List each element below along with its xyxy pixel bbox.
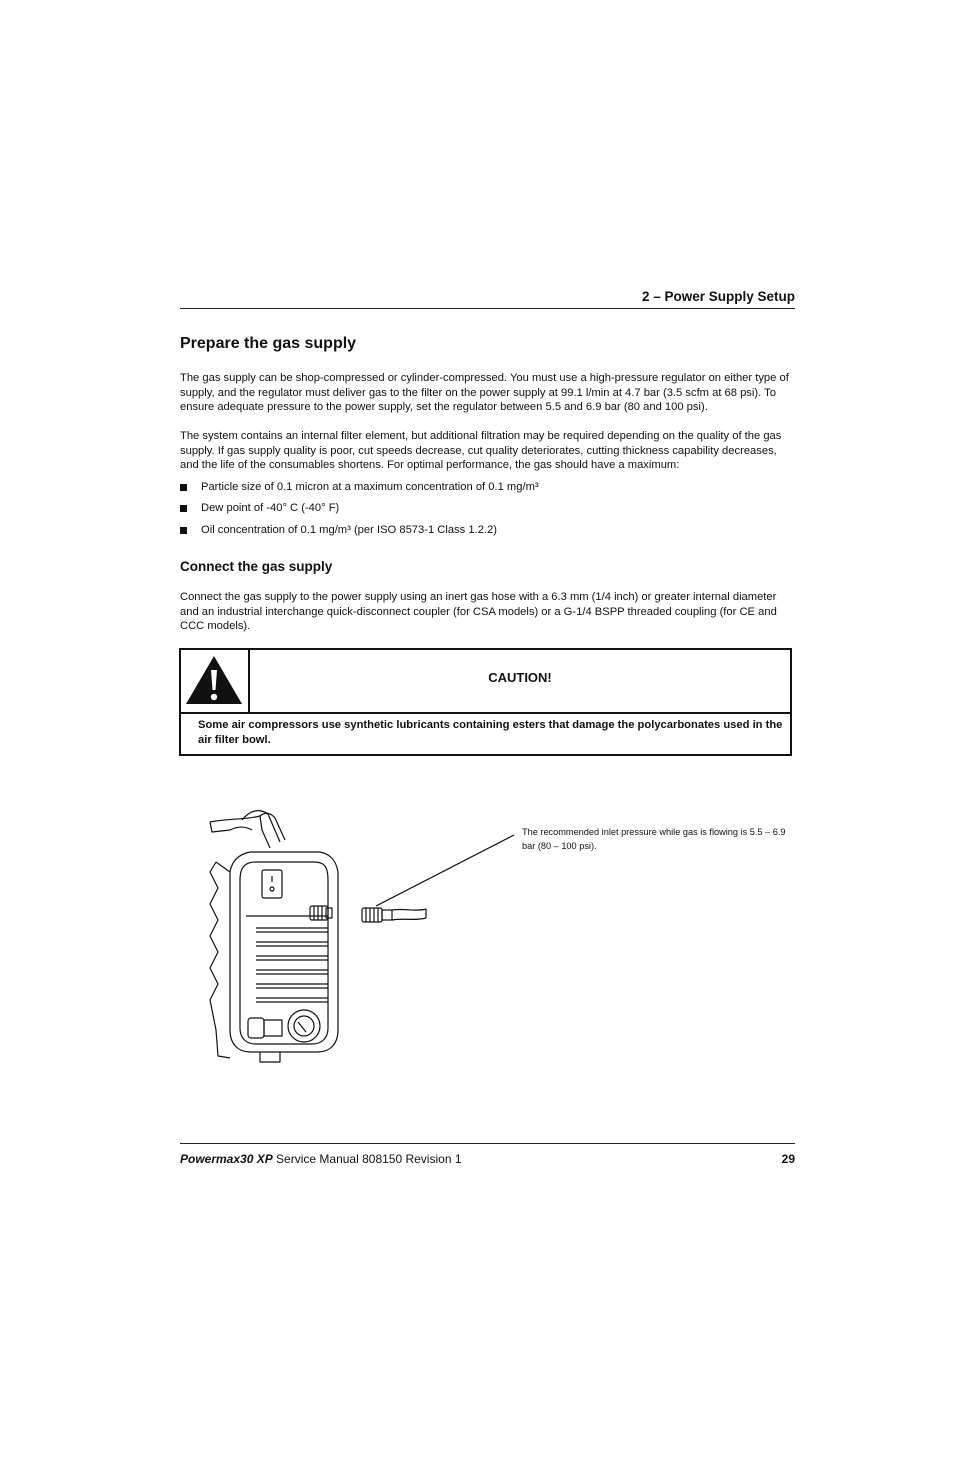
power-supply-illustration	[190, 800, 520, 1070]
bullet-square-icon	[180, 505, 187, 512]
bullet-square-icon	[180, 484, 187, 491]
bullet-text: Particle size of 0.1 micron at a maximum concentration of 0.1 mg/m³	[201, 481, 539, 493]
header-rule	[180, 308, 795, 309]
bullet-square-icon	[180, 527, 187, 534]
page-number: 29	[781, 1152, 795, 1166]
caution-icon-cell	[181, 650, 250, 712]
footer-manual: Service Manual 808150 Revision 1	[272, 1152, 462, 1166]
subsection-title: Connect the gas supply	[180, 559, 333, 574]
bullet-text: Oil concentration of 0.1 mg/m³ (per ISO 8573-1 Class 1.2.2)	[201, 524, 497, 536]
warning-triangle-icon	[182, 652, 247, 710]
connect-paragraph: Connect the gas supply to the power supply using an inert gas hose with a 6.3 mm (1/4 inch) or greater internal diameter and an industrial interchange quick-disconnect coupler (for CSA models) or a G-1/4 BSPP threaded coupling (for CE and CCC models).	[180, 591, 777, 633]
caution-text: Some air compressors use synthetic lubricants containing esters that damage the polycarbonates used in the air filter bowl.	[198, 719, 783, 746]
intro-paragraph: The gas supply can be shop-compressed or cylinder-compressed. You must use a high-pressure regulator on either type of supply, and the regulator must deliver gas to the filter on the power supply at 99.1 l/min at 4.7 bar (3.5 scfm at 68 psi). To ensure adequate pressure to the power supply, set the regulator between 5.5 and 6.9 bar (80 and 100 psi).	[180, 372, 789, 414]
footer-rule	[180, 1143, 795, 1144]
filter-paragraph: The system contains an internal filter element, but additional filtration may be required depending on the quality of the gas supply. If gas supply quality is poor, cut speeds decrease, cut quality deteriorates, cutting thickness capability decreases, and the life of the consumables shortens. For optimal performance, the gas should have a maximum:	[180, 430, 782, 472]
figure-callout: The recommended inlet pressure while gas is flowing is 5.5 – 6.9 bar (80 – 100 psi).	[522, 827, 786, 851]
section-title: Prepare the gas supply	[180, 335, 357, 352]
chapter-heading: 2 – Power Supply Setup	[641, 289, 795, 304]
caution-title: CAUTION!	[488, 670, 552, 685]
footer-product: Powermax30 XP	[180, 1152, 273, 1166]
footer-manual-info	[180, 1152, 462, 1166]
caution-divider	[181, 712, 790, 714]
bullet-text: Dew point of -40° C (-40° F)	[201, 502, 340, 514]
caution-box	[179, 648, 792, 756]
